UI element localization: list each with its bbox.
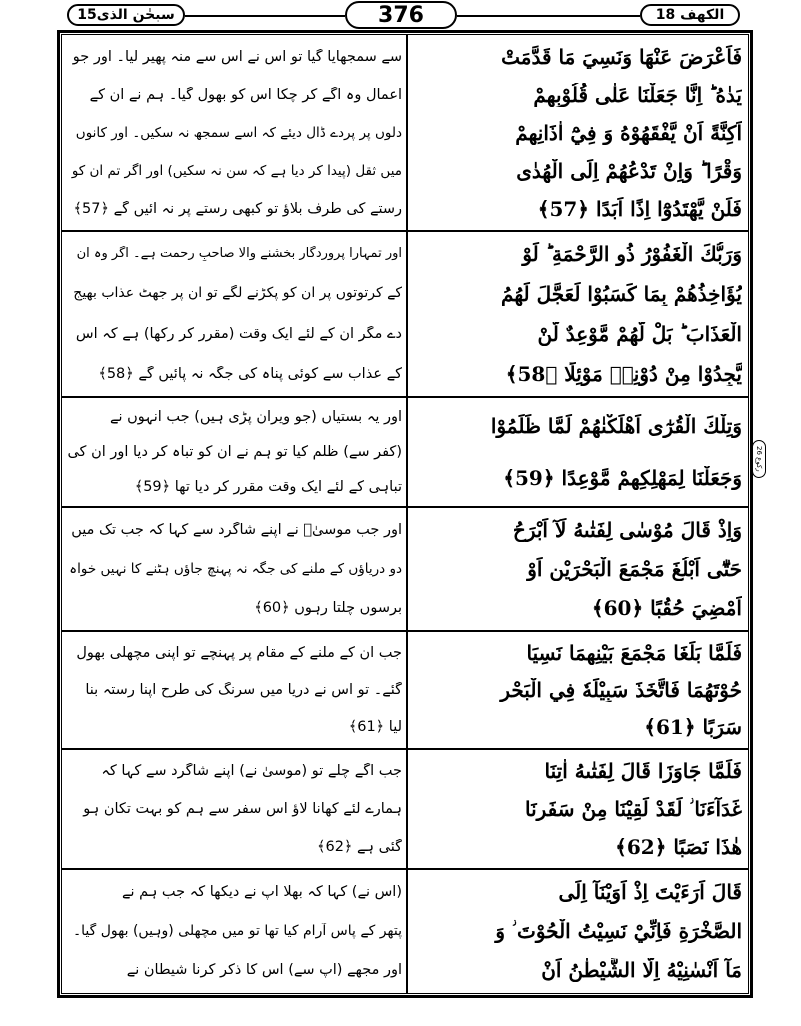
arabic-line: غَدَآءَنَا ؗ لَقَدْ لَقِيْنَا مِنْ سَفَرِنَا (524, 797, 742, 821)
urdu-line: اور یہ بستیاں (جو ویران پڑی ہیں) جب انہوں نے (109, 409, 402, 426)
arabic-line: وَاِذْ قَالَ مُوْسٰى لِفَتٰىهُ لَآ اَبْرَحُ (512, 517, 742, 542)
ruku-marker: ركوع 26 (752, 440, 766, 478)
arabic-line: الْعَذَابَ ؕ بَلْ لَّهُمْ مَّوْعِدٌ لَّنْ (537, 322, 742, 346)
arabic-line: اَكِنَّةً اَنْ يَّفْقَهُوْهُ وَ فِيْٓ اٰذَانِهِمْ (515, 121, 742, 145)
urdu-line: لیا ﴿61﴾ (348, 719, 402, 736)
arabic-verse-block (412, 872, 742, 990)
arabic-line: حَتّٰٓى اَبْلُغَ مَجْمَعَ الْبَحْرَيْنِ اَوْ (527, 556, 742, 581)
arabic-line: يُؤَاخِذُهُمْ بِمَا كَسَبُوْا لَعَجَّلَ لَهُمُ (501, 282, 742, 306)
column-divider (406, 34, 408, 994)
arabic-line: الصَّخْرَةِ فَاِنِّيْ نَسِيْتُ الْحُوْتَ ؗ وَ (495, 918, 742, 943)
urdu-line: پتھر کے پاس آرام کیا تھا تو میں مچھلی (وہیں) بھول گیا۔ (72, 922, 402, 939)
juz-label (67, 4, 185, 26)
arabic-line: هٰذَا نَصَبًا ﴿62﴾ (615, 835, 742, 859)
section-separator (62, 868, 748, 870)
section-separator (62, 748, 748, 750)
urdu-translation-block (66, 38, 402, 228)
section-separator (62, 506, 748, 508)
arabic-line: مَآ اَنْسٰنِيْهُ اِلَّا الشَّيْطٰنُ اَنْ (541, 958, 742, 983)
urdu-line: اعمال وہ آگے کر چکا اس کو بھول گیا۔ ہم نے ان کے (89, 87, 402, 103)
juz-number: 15 (77, 7, 97, 23)
urdu-line: اور جب موسیٰؑ نے اپنے شاگرد سے کہا کہ جب تک میں (71, 521, 402, 538)
header-rule-left (185, 15, 345, 17)
arabic-line: يَدٰهُ ؕ اِنَّا جَعَلْنَا عَلٰى قُلُوْبِهِمْ (533, 83, 742, 107)
urdu-line: اور مجھے (آپ سے) اس کا ذکر کرنا شیطان نے (126, 962, 402, 979)
juz-name: سبحٰن الذى (96, 7, 175, 23)
surah-number: 18 (655, 7, 676, 23)
urdu-line: دو دریاؤں کے ملنے کی جگہ نہ پہنچ جاؤں ہٹنے کا نہیں خواہ (69, 560, 402, 577)
arabic-line: يَّجِدُوْا مِنْ دُوْنِهٖ مَوْئِلًا ﴿58﴾ (505, 362, 742, 386)
urdu-line: ہمارے لئے کھانا لاؤ اس سفر سے ہم کو بہت تکان ہو (83, 801, 402, 817)
arabic-line: وَقْرًا ؕ وَاِنْ تَدْعُهُمْ اِلَى الْهُدٰى (516, 159, 742, 183)
urdu-line: اور تمہارا پروردگار بخشنے والا صاحبِ رحمت ہے۔ اگر وہ ان (76, 246, 402, 262)
urdu-line: کے کرتوتوں پر ان کو پکڑنے لگے تو ان پر جھٹ عذاب بھیج (73, 285, 402, 302)
section-separator (62, 396, 748, 398)
arabic-line: حُوْتَهُمَا فَاتَّخَذَ سَبِيْلَهٗ فِي الْبَحْرِ (500, 677, 742, 702)
arabic-verse-block (412, 634, 742, 746)
urdu-translation-block (66, 510, 402, 628)
page-header (0, 0, 801, 30)
urdu-line: تباہی کے لئے ایک وقت مقرر کر دیا تھا ﴿59﴾ (134, 478, 402, 495)
arabic-verse-block (412, 38, 742, 228)
surah-name: الكهف (680, 7, 725, 23)
arabic-verse-block (412, 510, 742, 628)
arabic-line: فَاَعْرَضَ عَنْهَا وَنَسِيَ مَا قَدَّمَتْ (501, 45, 742, 69)
urdu-line: کے عذاب سے کوئی پناہ کی جگہ نہ پائیں گے ﴿58﴾ (98, 365, 402, 382)
urdu-line: گئے۔ تو اس نے دریا میں سرنگ کی طرح اپنا رستہ بنا (85, 681, 402, 698)
urdu-line: جب آگے چلے تو (موسیٰ نے) اپنے شاگرد سے کہا کہ (101, 763, 402, 779)
urdu-line: (اس نے) کہا کہ بھلا آپ نے دیکھا کہ جب ہم نے (122, 883, 402, 900)
arabic-verse-block (412, 752, 742, 866)
urdu-translation-block (66, 872, 402, 990)
arabic-line: فَلَمَّا جَاوَزَا قَالَ لِفَتٰىهُ اٰتِنَا (544, 759, 742, 783)
urdu-translation-block (66, 234, 402, 394)
urdu-line: دلوں پر پردے ڈال دیئے کہ اسے سمجھ نہ سکیں۔ اور کانوں (75, 125, 402, 141)
header-rule-right (457, 15, 640, 17)
urdu-line: (کفر سے) ظلم کیا تو ہم نے ان کو تباہ کر دیا اور ان کی (67, 443, 402, 460)
arabic-line: فَلَنْ يَّهْتَدُوْٓا اِذًا اَبَدًا ﴿57﴾ (537, 197, 742, 221)
arabic-line: وَرَبُّكَ الْغَفُوْرُ ذُو الرَّحْمَةِ ؕ لَوْ (522, 242, 742, 266)
section-separator (62, 230, 748, 232)
urdu-line: سے سمجھایا گیا تو اس نے اس سے منہ پھیر لیا۔ اور جو (72, 49, 402, 65)
urdu-translation-block (66, 752, 402, 866)
urdu-line: گئی ہے ﴿62﴾ (316, 839, 402, 855)
arabic-line: وَتِلْكَ الْقُرٰٓى اَهْلَكْنٰهُمْ لَمَّا ظَلَمُوْا (490, 414, 742, 438)
arabic-line: فَلَمَّا بَلَغَا مَجْمَعَ بَيْنِهِمَا نَسِيَا (526, 640, 742, 665)
arabic-line: اَمْضِيَ حُقُبًا ﴿60﴾ (591, 596, 742, 621)
urdu-line: میں ثقل (پیدا کر دیا ہے کہ سن نہ سکیں) اور اگر تم ان کو (71, 163, 402, 179)
urdu-line: برسوں چلتا رہوں ﴿60﴾ (254, 600, 402, 617)
urdu-translation-block (66, 400, 402, 504)
surah-label (640, 4, 740, 26)
urdu-line: رستے کی طرف بلاؤ تو کبھی رستے پر نہ آئیں گے ﴿57﴾ (73, 201, 402, 217)
page-number: 376 (345, 1, 457, 29)
arabic-verse-block (412, 400, 742, 504)
urdu-line: جب ان کے ملنے کے مقام پر پہنچے تو اپنی مچھلی بھول (76, 644, 402, 661)
arabic-line: قَالَ اَرَءَيْتَ اِذْ اَوَيْنَآ اِلَى (558, 879, 742, 904)
section-separator (62, 630, 748, 632)
urdu-translation-block (66, 634, 402, 746)
arabic-verse-block (412, 234, 742, 394)
arabic-line: وَجَعَلْنَا لِمَهْلِكِهِمْ مَّوْعِدًا ﴿59﴾ (503, 466, 742, 490)
urdu-line: دے مگر ان کے لئے ایک وقت (مقرر کر رکھا) ہے کہ اس (75, 325, 402, 342)
arabic-line: سَرَبًا ﴿61﴾ (644, 715, 742, 740)
